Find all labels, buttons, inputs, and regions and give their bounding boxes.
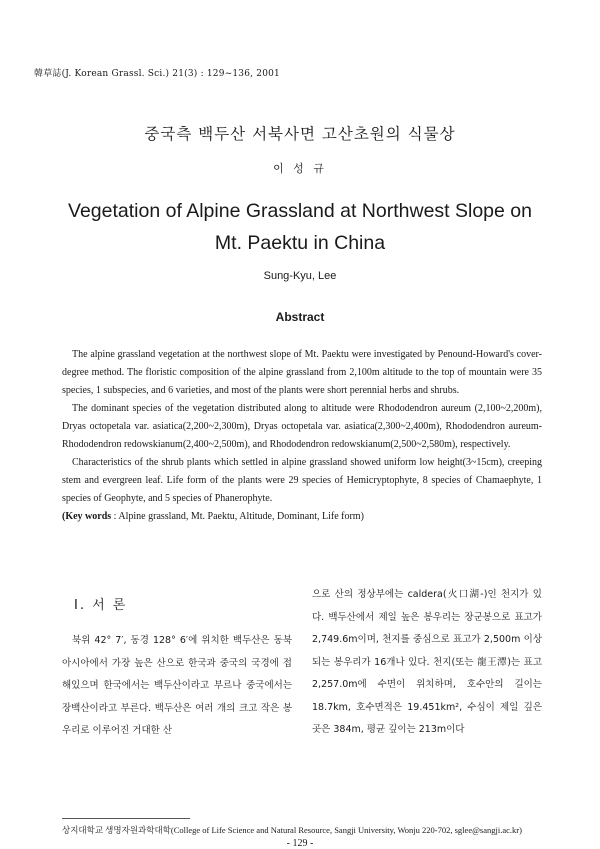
section-heading-introduction: Ⅰ. 서 론: [74, 598, 128, 613]
keywords: [62, 508, 542, 526]
keywords-label: (Key words: [62, 511, 112, 522]
keywords-text: : Alpine grassland, Mt. Paektu, Altitude, Dominant, Life form): [111, 511, 364, 522]
author-affiliation-footnote: 상지대학교 생명자원과학대학(College of Life Science and Natural Resource, Sangji University, Wonju 220-702, sglee@sangji.ac.kr): [62, 825, 522, 835]
page-number: - 129 -: [286, 838, 314, 849]
abstract-body: [62, 346, 542, 526]
english-title-line-1: Vegetation of Alpine Grassland at Northwest Slope on: [68, 200, 532, 222]
intro-paragraph-left: 북위 42° 7′, 동경 128° 6′에 위치한 백두산은 동북아시아에서 가장 높은 산으로 한국과 중국의 국경에 접해있으며 한국에서는 백두산이라고 부르나 중국에서는 장백산이라고 부른다. 백두산은 여러 개의 크고 작은 봉우리로 이루어진 거대한 산: [62, 635, 292, 736]
abstract-paragraph-1: The alpine grassland vegetation at the northwest slope of Mt. Paektu were investigated by Penound-Howard's cover-degree method. The floristic composition of the alpine grassland from 2,100m altitude to the top of mountain were 35 species, 1 subspecies, and 6 varieties, and most of the plants were short perennial herbs and shrubs.: [62, 349, 542, 396]
english-title-line-2: Mt. Paektu in China: [214, 232, 386, 254]
abstract-paragraph-2: The dominant species of the vegetation distributed along to altitude were Rhododendron aureum (2,100~2,200m), Dryas octopetala var. asiatica(2,200~2,300m), Dryas octopetala var. asiatica(2,300~2,400m), Rhododendron aureum- Rhododendron redowskianum(2,400~2,500m), and Rhododendron redowskianum(2,500~2,580m), respectively.: [62, 403, 542, 450]
journal-citation: 韓草誌(J. Korean Grassl. Sci.) 21(3) : 129~136, 2001: [34, 69, 280, 79]
intro-paragraph-right: 으로 산의 정상부에는 caldera(火口湖-)인 천지가 있다. 백두산에서 제일 높은 봉우리는 장군봉으로 표고가 2,749.6m이며, 천지를 중심으로 표고가 2,500m 이상되는 봉우리가 16개나 있다. 천지(또는 龍王潭)는 표고 2,257.0m에 수면이 위치하며, 호수안의 길이는 18.7km, 호수면적은 19.451km², 수심이 제일 깊은 곳은 384m, 평균 깊이는 213m이다: [312, 589, 542, 735]
body-column-left: [62, 630, 292, 743]
footnote-divider: [62, 818, 190, 819]
body-column-right: [312, 584, 542, 742]
abstract-paragraph-3: Characteristics of the shrub plants which settled in alpine grassland showed uniform low height(3~15cm), creeping stem and evergreen leaf. Life form of the plants were 29 species of Hemicryptophyte, 8 species of Chamaephyte, 1 species of Geophyte, and 5 species of Phanerophyte.: [62, 457, 542, 504]
korean-title: 중국측 백두산 서북사면 고산초원의 식물상: [144, 125, 456, 143]
korean-author: 이 성 규: [273, 162, 327, 175]
abstract-heading: Abstract: [275, 310, 325, 324]
english-author: Sung-Kyu, Lee: [263, 270, 337, 282]
